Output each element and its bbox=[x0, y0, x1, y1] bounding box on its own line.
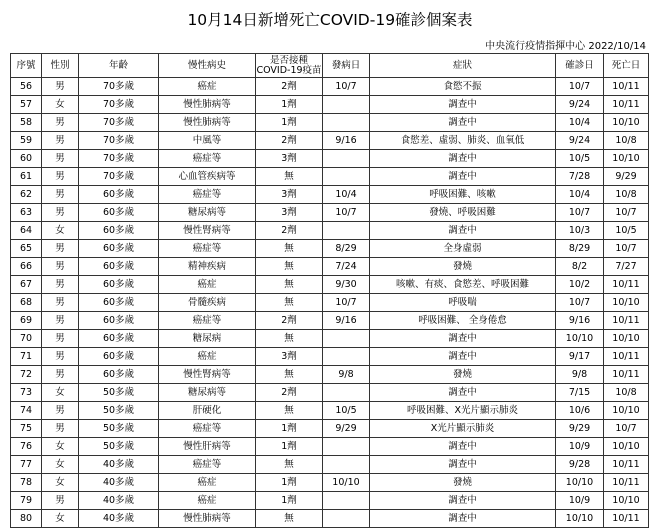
cell-death-date: 10/11 bbox=[604, 96, 649, 114]
cell-death-date: 9/29 bbox=[604, 168, 649, 186]
cell-diagnosis-date: 9/17 bbox=[556, 348, 604, 366]
cell-onset-date: 10/7 bbox=[323, 78, 370, 96]
cell-age: 40多歲 bbox=[79, 492, 159, 510]
cell-chronic-disease: 心血管疾病等 bbox=[159, 168, 256, 186]
header-vaccine bbox=[256, 54, 323, 78]
cell-age: 60多歲 bbox=[79, 294, 159, 312]
cell-onset-date bbox=[323, 168, 370, 186]
cell-diagnosis-date: 10/10 bbox=[556, 474, 604, 492]
cell-death-date: 10/11 bbox=[604, 456, 649, 474]
table-row bbox=[11, 420, 649, 438]
table-header-row bbox=[11, 54, 649, 78]
cell-symptoms: 呼吸困難、 全身倦怠 bbox=[370, 312, 556, 330]
cell-symptoms: 呼吸困難、咳嗽 bbox=[370, 186, 556, 204]
cell-death-date: 10/7 bbox=[604, 204, 649, 222]
cell-id: 62 bbox=[11, 186, 42, 204]
cell-diagnosis-date: 10/4 bbox=[556, 114, 604, 132]
cell-sex: 男 bbox=[42, 312, 79, 330]
cell-sex: 男 bbox=[42, 276, 79, 294]
cell-diagnosis-date: 10/7 bbox=[556, 294, 604, 312]
cell-onset-date: 9/30 bbox=[323, 276, 370, 294]
cell-vaccine: 無 bbox=[256, 276, 323, 294]
table-row bbox=[11, 150, 649, 168]
cell-onset-date: 10/5 bbox=[323, 402, 370, 420]
cell-vaccine: 2劑 bbox=[256, 384, 323, 402]
cell-vaccine: 1劑 bbox=[256, 96, 323, 114]
table-row bbox=[11, 492, 649, 510]
cell-sex: 男 bbox=[42, 132, 79, 150]
cell-id: 73 bbox=[11, 384, 42, 402]
cell-chronic-disease: 慢性肺病等 bbox=[159, 114, 256, 132]
cell-chronic-disease: 癌症 bbox=[159, 78, 256, 96]
source-date-line: 中央流行疫情指揮中心 2022/10/14 bbox=[485, 41, 646, 52]
table-row bbox=[11, 204, 649, 222]
cell-age: 60多歲 bbox=[79, 240, 159, 258]
cell-age: 70多歲 bbox=[79, 96, 159, 114]
cell-sex: 男 bbox=[42, 330, 79, 348]
cell-chronic-disease: 慢性腎病等 bbox=[159, 366, 256, 384]
table-row bbox=[11, 474, 649, 492]
cell-death-date: 10/10 bbox=[604, 330, 649, 348]
cell-symptoms: 食慾差、虛弱、肺炎、血氧低 bbox=[370, 132, 556, 150]
table-row bbox=[11, 276, 649, 294]
cell-diagnosis-date: 8/2 bbox=[556, 258, 604, 276]
cell-age: 60多歲 bbox=[79, 222, 159, 240]
cell-symptoms: 呼吸困難、X光片顯示肺炎 bbox=[370, 402, 556, 420]
cell-chronic-disease: 癌症等 bbox=[159, 240, 256, 258]
cell-age: 60多歲 bbox=[79, 348, 159, 366]
cell-sex: 女 bbox=[42, 384, 79, 402]
cell-id: 63 bbox=[11, 204, 42, 222]
table-row bbox=[11, 402, 649, 420]
cell-chronic-disease: 肝硬化 bbox=[159, 402, 256, 420]
cell-chronic-disease: 癌症等 bbox=[159, 420, 256, 438]
cell-age: 70多歲 bbox=[79, 114, 159, 132]
header-vaccine-line2: COVID-19疫苗 bbox=[256, 64, 322, 76]
cell-age: 40多歲 bbox=[79, 510, 159, 528]
cell-onset-date bbox=[323, 222, 370, 240]
cell-onset-date: 7/24 bbox=[323, 258, 370, 276]
cell-id: 76 bbox=[11, 438, 42, 456]
cell-death-date: 10/10 bbox=[604, 438, 649, 456]
cell-age: 60多歲 bbox=[79, 330, 159, 348]
cell-sex: 男 bbox=[42, 294, 79, 312]
cell-death-date: 10/11 bbox=[604, 348, 649, 366]
cell-symptoms: 調查中 bbox=[370, 348, 556, 366]
cell-vaccine: 2劑 bbox=[256, 312, 323, 330]
cell-death-date: 10/10 bbox=[604, 150, 649, 168]
cell-vaccine: 2劑 bbox=[256, 78, 323, 96]
cell-death-date: 10/10 bbox=[604, 294, 649, 312]
cell-symptoms: 調查中 bbox=[370, 330, 556, 348]
cell-vaccine: 3劑 bbox=[256, 150, 323, 168]
cell-symptoms: 調查中 bbox=[370, 384, 556, 402]
cell-vaccine: 無 bbox=[256, 258, 323, 276]
cell-diagnosis-date: 9/8 bbox=[556, 366, 604, 384]
table-row bbox=[11, 132, 649, 150]
cell-death-date: 10/11 bbox=[604, 312, 649, 330]
cell-age: 70多歲 bbox=[79, 168, 159, 186]
cell-id: 66 bbox=[11, 258, 42, 276]
table-row bbox=[11, 348, 649, 366]
cell-age: 50多歲 bbox=[79, 402, 159, 420]
cell-vaccine: 無 bbox=[256, 402, 323, 420]
cell-chronic-disease: 骨髓疾病 bbox=[159, 294, 256, 312]
table-row bbox=[11, 366, 649, 384]
cell-chronic-disease: 癌症 bbox=[159, 474, 256, 492]
cell-chronic-disease: 糖尿病等 bbox=[159, 384, 256, 402]
cell-sex: 男 bbox=[42, 168, 79, 186]
table-row bbox=[11, 240, 649, 258]
cell-vaccine: 1劑 bbox=[256, 438, 323, 456]
cell-death-date: 10/11 bbox=[604, 78, 649, 96]
cell-symptoms: 食慾不振 bbox=[370, 78, 556, 96]
table-row bbox=[11, 330, 649, 348]
cell-chronic-disease: 慢性肺病等 bbox=[159, 510, 256, 528]
cell-sex: 男 bbox=[42, 348, 79, 366]
cell-sex: 男 bbox=[42, 204, 79, 222]
cell-chronic-disease: 糖尿病 bbox=[159, 330, 256, 348]
table-row bbox=[11, 312, 649, 330]
cell-onset-date bbox=[323, 384, 370, 402]
cell-death-date: 10/10 bbox=[604, 402, 649, 420]
cell-age: 60多歲 bbox=[79, 312, 159, 330]
cell-chronic-disease: 慢性肺病等 bbox=[159, 96, 256, 114]
cell-id: 59 bbox=[11, 132, 42, 150]
table-row bbox=[11, 456, 649, 474]
cell-onset-date bbox=[323, 330, 370, 348]
cell-onset-date: 10/10 bbox=[323, 474, 370, 492]
cell-onset-date: 9/8 bbox=[323, 366, 370, 384]
cell-onset-date bbox=[323, 438, 370, 456]
cell-vaccine: 3劑 bbox=[256, 204, 323, 222]
cell-death-date: 10/11 bbox=[604, 276, 649, 294]
cell-id: 64 bbox=[11, 222, 42, 240]
cell-vaccine: 無 bbox=[256, 456, 323, 474]
cell-onset-date bbox=[323, 510, 370, 528]
cell-id: 58 bbox=[11, 114, 42, 132]
cell-id: 74 bbox=[11, 402, 42, 420]
cell-id: 65 bbox=[11, 240, 42, 258]
cell-symptoms: 調查中 bbox=[370, 222, 556, 240]
header-onset-date: 發病日 bbox=[323, 54, 370, 78]
cell-id: 77 bbox=[11, 456, 42, 474]
cell-vaccine: 2劑 bbox=[256, 132, 323, 150]
table-row bbox=[11, 438, 649, 456]
cell-chronic-disease: 癌症等 bbox=[159, 456, 256, 474]
cell-vaccine: 1劑 bbox=[256, 492, 323, 510]
cell-sex: 男 bbox=[42, 492, 79, 510]
cell-symptoms: 調查中 bbox=[370, 168, 556, 186]
cell-diagnosis-date: 7/28 bbox=[556, 168, 604, 186]
cell-diagnosis-date: 10/3 bbox=[556, 222, 604, 240]
cell-age: 50多歲 bbox=[79, 420, 159, 438]
cell-sex: 女 bbox=[42, 510, 79, 528]
cell-sex: 男 bbox=[42, 420, 79, 438]
cell-death-date: 7/27 bbox=[604, 258, 649, 276]
table-row bbox=[11, 384, 649, 402]
cell-chronic-disease: 慢性肝病等 bbox=[159, 438, 256, 456]
cell-death-date: 10/8 bbox=[604, 384, 649, 402]
cell-symptoms: 發燒、呼吸困難 bbox=[370, 204, 556, 222]
cell-sex: 男 bbox=[42, 240, 79, 258]
cell-diagnosis-date: 10/4 bbox=[556, 186, 604, 204]
cell-symptoms: 調查中 bbox=[370, 114, 556, 132]
table-row bbox=[11, 294, 649, 312]
cell-onset-date bbox=[323, 348, 370, 366]
cell-diagnosis-date: 10/5 bbox=[556, 150, 604, 168]
cell-diagnosis-date: 9/28 bbox=[556, 456, 604, 474]
cell-death-date: 10/7 bbox=[604, 240, 649, 258]
cell-death-date: 10/8 bbox=[604, 186, 649, 204]
cell-death-date: 10/7 bbox=[604, 420, 649, 438]
cell-diagnosis-date: 9/16 bbox=[556, 312, 604, 330]
table-row bbox=[11, 96, 649, 114]
cell-age: 60多歲 bbox=[79, 186, 159, 204]
table-row bbox=[11, 168, 649, 186]
cell-vaccine: 無 bbox=[256, 168, 323, 186]
cell-diagnosis-date: 9/24 bbox=[556, 132, 604, 150]
cell-onset-date: 10/7 bbox=[323, 294, 370, 312]
cell-diagnosis-date: 10/10 bbox=[556, 330, 604, 348]
cell-vaccine: 無 bbox=[256, 366, 323, 384]
cell-onset-date: 9/29 bbox=[323, 420, 370, 438]
cell-sex: 男 bbox=[42, 186, 79, 204]
cell-age: 70多歲 bbox=[79, 132, 159, 150]
cell-onset-date: 9/16 bbox=[323, 312, 370, 330]
cell-onset-date bbox=[323, 456, 370, 474]
cell-age: 70多歲 bbox=[79, 78, 159, 96]
header-age: 年齡 bbox=[79, 54, 159, 78]
table-row bbox=[11, 258, 649, 276]
cell-id: 79 bbox=[11, 492, 42, 510]
cell-id: 57 bbox=[11, 96, 42, 114]
cell-symptoms: 調查中 bbox=[370, 150, 556, 168]
cell-chronic-disease: 癌症 bbox=[159, 276, 256, 294]
cell-age: 60多歲 bbox=[79, 276, 159, 294]
cell-diagnosis-date: 10/2 bbox=[556, 276, 604, 294]
cell-vaccine: 1劑 bbox=[256, 474, 323, 492]
table-row bbox=[11, 114, 649, 132]
cell-sex: 男 bbox=[42, 402, 79, 420]
cell-id: 56 bbox=[11, 78, 42, 96]
cell-symptoms: 調查中 bbox=[370, 510, 556, 528]
cell-diagnosis-date: 9/24 bbox=[556, 96, 604, 114]
cell-onset-date: 9/16 bbox=[323, 132, 370, 150]
table-row bbox=[11, 222, 649, 240]
cell-symptoms: X光片顯示肺炎 bbox=[370, 420, 556, 438]
cell-diagnosis-date: 10/9 bbox=[556, 492, 604, 510]
cell-age: 50多歲 bbox=[79, 438, 159, 456]
header-chronic-disease: 慢性病史 bbox=[159, 54, 256, 78]
cell-id: 61 bbox=[11, 168, 42, 186]
cell-sex: 女 bbox=[42, 222, 79, 240]
cell-chronic-disease: 中風等 bbox=[159, 132, 256, 150]
cell-sex: 女 bbox=[42, 96, 79, 114]
cell-id: 71 bbox=[11, 348, 42, 366]
cell-symptoms: 調查中 bbox=[370, 438, 556, 456]
cell-diagnosis-date: 10/6 bbox=[556, 402, 604, 420]
cell-symptoms: 呼吸喘 bbox=[370, 294, 556, 312]
cell-symptoms: 發燒 bbox=[370, 258, 556, 276]
cell-id: 69 bbox=[11, 312, 42, 330]
cell-symptoms: 調查中 bbox=[370, 456, 556, 474]
cell-vaccine: 1劑 bbox=[256, 420, 323, 438]
cell-chronic-disease: 癌症等 bbox=[159, 312, 256, 330]
cell-death-date: 10/10 bbox=[604, 114, 649, 132]
page-title: 10月14日新增死亡COVID-19確診個案表 bbox=[187, 11, 473, 29]
header-sex: 性別 bbox=[42, 54, 79, 78]
cell-age: 70多歲 bbox=[79, 150, 159, 168]
cell-death-date: 10/8 bbox=[604, 132, 649, 150]
cell-id: 60 bbox=[11, 150, 42, 168]
header-vaccine-line1: 是否接種 bbox=[269, 54, 308, 66]
cell-age: 60多歲 bbox=[79, 258, 159, 276]
cell-death-date: 10/11 bbox=[604, 366, 649, 384]
cell-sex: 女 bbox=[42, 474, 79, 492]
cell-chronic-disease: 慢性腎病等 bbox=[159, 222, 256, 240]
cell-chronic-disease: 糖尿病等 bbox=[159, 204, 256, 222]
table-row bbox=[11, 186, 649, 204]
cell-vaccine: 3劑 bbox=[256, 348, 323, 366]
cell-onset-date: 10/4 bbox=[323, 186, 370, 204]
cell-age: 60多歲 bbox=[79, 366, 159, 384]
cell-symptoms: 發燒 bbox=[370, 366, 556, 384]
cell-death-date: 10/5 bbox=[604, 222, 649, 240]
cell-diagnosis-date: 8/29 bbox=[556, 240, 604, 258]
cell-diagnosis-date: 9/29 bbox=[556, 420, 604, 438]
cell-id: 78 bbox=[11, 474, 42, 492]
cell-age: 60多歲 bbox=[79, 204, 159, 222]
header-id: 序號 bbox=[11, 54, 42, 78]
table-row bbox=[11, 510, 649, 528]
cell-vaccine: 3劑 bbox=[256, 186, 323, 204]
cell-onset-date bbox=[323, 96, 370, 114]
cell-symptoms: 調查中 bbox=[370, 96, 556, 114]
cell-id: 68 bbox=[11, 294, 42, 312]
cell-diagnosis-date: 10/10 bbox=[556, 510, 604, 528]
cell-id: 80 bbox=[11, 510, 42, 528]
header-diagnosis-date: 確診日 bbox=[556, 54, 604, 78]
cell-sex: 女 bbox=[42, 456, 79, 474]
cell-sex: 男 bbox=[42, 366, 79, 384]
death-cases-table bbox=[10, 53, 649, 528]
cell-age: 40多歲 bbox=[79, 474, 159, 492]
table-row bbox=[11, 78, 649, 96]
table-body bbox=[11, 78, 649, 528]
cell-onset-date: 8/29 bbox=[323, 240, 370, 258]
cell-sex: 男 bbox=[42, 78, 79, 96]
cell-sex: 男 bbox=[42, 114, 79, 132]
cell-chronic-disease: 癌症等 bbox=[159, 150, 256, 168]
cell-death-date: 10/11 bbox=[604, 510, 649, 528]
header-symptoms: 症狀 bbox=[370, 54, 556, 78]
cell-id: 72 bbox=[11, 366, 42, 384]
cell-id: 70 bbox=[11, 330, 42, 348]
cell-age: 50多歲 bbox=[79, 384, 159, 402]
cell-id: 67 bbox=[11, 276, 42, 294]
cell-diagnosis-date: 10/9 bbox=[556, 438, 604, 456]
cell-vaccine: 無 bbox=[256, 510, 323, 528]
cell-age: 40多歲 bbox=[79, 456, 159, 474]
cell-sex: 男 bbox=[42, 150, 79, 168]
header-death-date: 死亡日 bbox=[604, 54, 649, 78]
cell-vaccine: 1劑 bbox=[256, 114, 323, 132]
cell-chronic-disease: 癌症等 bbox=[159, 186, 256, 204]
cell-vaccine: 2劑 bbox=[256, 222, 323, 240]
cell-death-date: 10/10 bbox=[604, 492, 649, 510]
cell-vaccine: 無 bbox=[256, 294, 323, 312]
cell-id: 75 bbox=[11, 420, 42, 438]
cell-chronic-disease: 癌症 bbox=[159, 348, 256, 366]
cell-chronic-disease: 癌症 bbox=[159, 492, 256, 510]
cell-onset-date: 10/7 bbox=[323, 204, 370, 222]
cell-symptoms: 調查中 bbox=[370, 492, 556, 510]
cell-onset-date bbox=[323, 150, 370, 168]
cell-onset-date bbox=[323, 492, 370, 510]
cell-symptoms: 咳嗽、有痰、食慾差、呼吸困難 bbox=[370, 276, 556, 294]
cell-symptoms: 發燒 bbox=[370, 474, 556, 492]
cell-vaccine: 無 bbox=[256, 330, 323, 348]
cell-diagnosis-date: 10/7 bbox=[556, 78, 604, 96]
cell-vaccine: 無 bbox=[256, 240, 323, 258]
cell-diagnosis-date: 10/7 bbox=[556, 204, 604, 222]
cell-onset-date bbox=[323, 114, 370, 132]
cell-death-date: 10/11 bbox=[604, 474, 649, 492]
cell-symptoms: 全身虛弱 bbox=[370, 240, 556, 258]
cell-diagnosis-date: 7/15 bbox=[556, 384, 604, 402]
cell-chronic-disease: 精神疾病 bbox=[159, 258, 256, 276]
cell-sex: 男 bbox=[42, 258, 79, 276]
cell-sex: 女 bbox=[42, 438, 79, 456]
